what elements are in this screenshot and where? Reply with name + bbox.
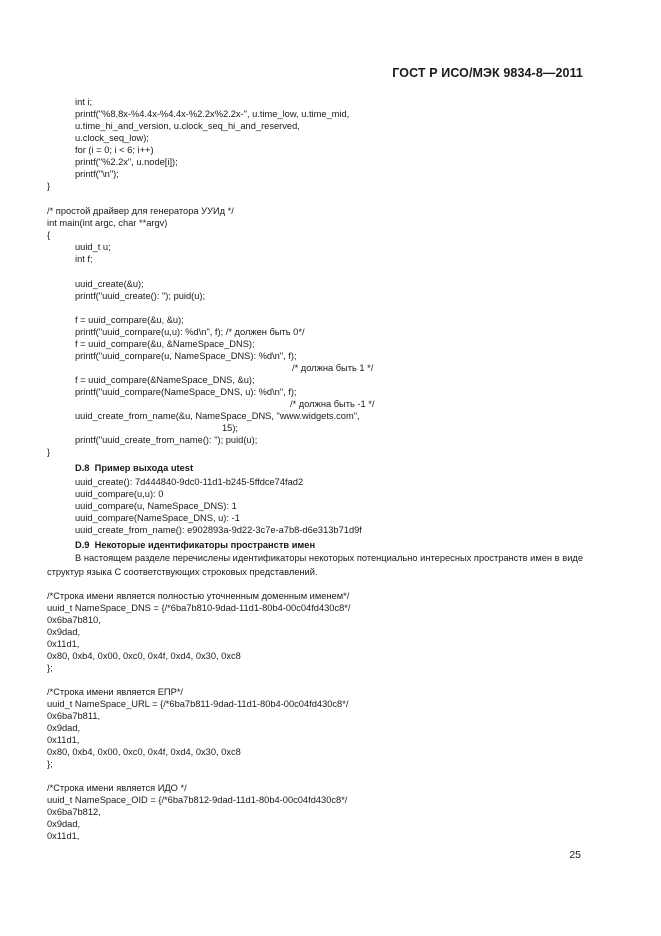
code-comment: /*Строка имени является ИДО */ bbox=[47, 783, 187, 793]
code-line: f = uuid_compare(&u, &NameSpace_DNS); bbox=[75, 339, 255, 349]
section-paragraph bbox=[47, 552, 583, 579]
code-line: printf("\n"); bbox=[75, 169, 119, 179]
code-line: } bbox=[47, 447, 51, 457]
code-line: 0x6ba7b810, bbox=[47, 615, 101, 625]
code-comment: /* должна быть 1 */ bbox=[292, 363, 374, 373]
section-heading-d8: D.8 Пример выхода utest bbox=[75, 463, 194, 473]
code-line: for (i = 0; i < 6; i++) bbox=[75, 145, 154, 155]
code-comment: /*Строка имени является полностью уточненным доменным именем*/ bbox=[47, 591, 350, 601]
code-comment: /* простой драйвер для генератора УУИд */ bbox=[47, 206, 234, 216]
code-line: printf("uuid_compare(NameSpace_DNS, u): %d\n", f); bbox=[75, 387, 297, 397]
code-line: 0x9dad, bbox=[47, 723, 81, 733]
code-line: { bbox=[47, 230, 51, 240]
code-line: int main(int argc, char **argv) bbox=[47, 218, 168, 228]
code-line: f = uuid_compare(&NameSpace_DNS, &u); bbox=[75, 375, 255, 385]
code-line: u.time_hi_and_version, u.clock_seq_hi_and_reserved, bbox=[75, 121, 300, 131]
code-line: printf("%8.8x-%4.4x-%4.4x-%2.2x%2.2x-", u.time_low, u.time_mid, bbox=[75, 109, 350, 119]
code-line: printf("uuid_compare(u, NameSpace_DNS): %d\n", f); bbox=[75, 351, 297, 361]
code-line: 0x9dad, bbox=[47, 627, 81, 637]
code-line: 0x9dad, bbox=[47, 819, 81, 829]
code-line: printf("%2.2x", u.node[i]); bbox=[75, 157, 178, 167]
code-line: f = uuid_compare(&u, &u); bbox=[75, 315, 184, 325]
code-line: printf("uuid_create(): "); puid(u); bbox=[75, 291, 206, 301]
code-line: int f; bbox=[75, 254, 93, 264]
code-line: } bbox=[47, 181, 51, 191]
code-line: }; bbox=[47, 663, 53, 673]
code-line: uuid_t u; bbox=[75, 242, 111, 252]
page-number: 25 bbox=[569, 849, 581, 861]
output-line: uuid_compare(u,u): 0 bbox=[75, 489, 164, 499]
output-line: uuid_compare(NameSpace_DNS, u): -1 bbox=[75, 513, 240, 523]
output-line: uuid_compare(u, NameSpace_DNS): 1 bbox=[75, 501, 237, 511]
code-line: 0x11d1, bbox=[47, 831, 80, 841]
output-line: uuid_create_from_name(): e902893a-9d22-3c7e-a7b8-d6e313b71d9f bbox=[75, 525, 362, 535]
code-line: 0x80, 0xb4, 0x00, 0xc0, 0x4f, 0xd4, 0x30, 0xc8 bbox=[47, 651, 241, 661]
output-line: uuid_create(): 7d444840-9dc0-11d1-b245-5ffdce74fad2 bbox=[75, 477, 304, 487]
code-line: 0x6ba7b811, bbox=[47, 711, 101, 721]
code-line: uuid_t NameSpace_DNS = {/*6ba7b810-9dad-11d1-80b4-00c04fd430c8*/ bbox=[47, 603, 351, 613]
code-line: uuid_t NameSpace_OID = {/*6ba7b812-9dad-11d1-80b4-00c04fd430c8*/ bbox=[47, 795, 348, 805]
paragraph-text: В настоящем разделе перечислены идентификаторы некоторых потенциально интересных пространств имен в виде структур языка С соответствующих строковых представлений. bbox=[47, 553, 583, 577]
code-line: printf("uuid_compare(u,u): %d\n", f); /* должен быть 0*/ bbox=[75, 327, 305, 337]
section-heading-d9: D.9 Некоторые идентификаторы пространств имен bbox=[75, 540, 316, 550]
code-line: uuid_create(&u); bbox=[75, 279, 144, 289]
code-line: 0x11d1, bbox=[47, 735, 80, 745]
code-line: uuid_create_from_name(&u, NameSpace_DNS, "www.widgets.com", bbox=[75, 411, 360, 421]
code-comment: /*Строка имени является ЕПР*/ bbox=[47, 687, 183, 697]
code-line: uuid_t NameSpace_URL = {/*6ba7b811-9dad-11d1-80b4-00c04fd430c8*/ bbox=[47, 699, 349, 709]
code-line: }; bbox=[47, 759, 53, 769]
code-line: 0x6ba7b812, bbox=[47, 807, 101, 817]
code-line: int i; bbox=[75, 97, 93, 107]
code-line: 0x11d1, bbox=[47, 639, 80, 649]
code-line: printf("uuid_create_from_name(): "); puid(u); bbox=[75, 435, 258, 445]
standard-header: ГОСТ Р ИСО/МЭК 9834-8—2011 bbox=[392, 66, 583, 80]
code-line: u.clock_seq_low); bbox=[75, 133, 149, 143]
code-comment: /* должна быть -1 */ bbox=[290, 399, 375, 409]
code-line: 0x80, 0xb4, 0x00, 0xc0, 0x4f, 0xd4, 0x30, 0xc8 bbox=[47, 747, 241, 757]
code-line: 15); bbox=[222, 423, 239, 433]
